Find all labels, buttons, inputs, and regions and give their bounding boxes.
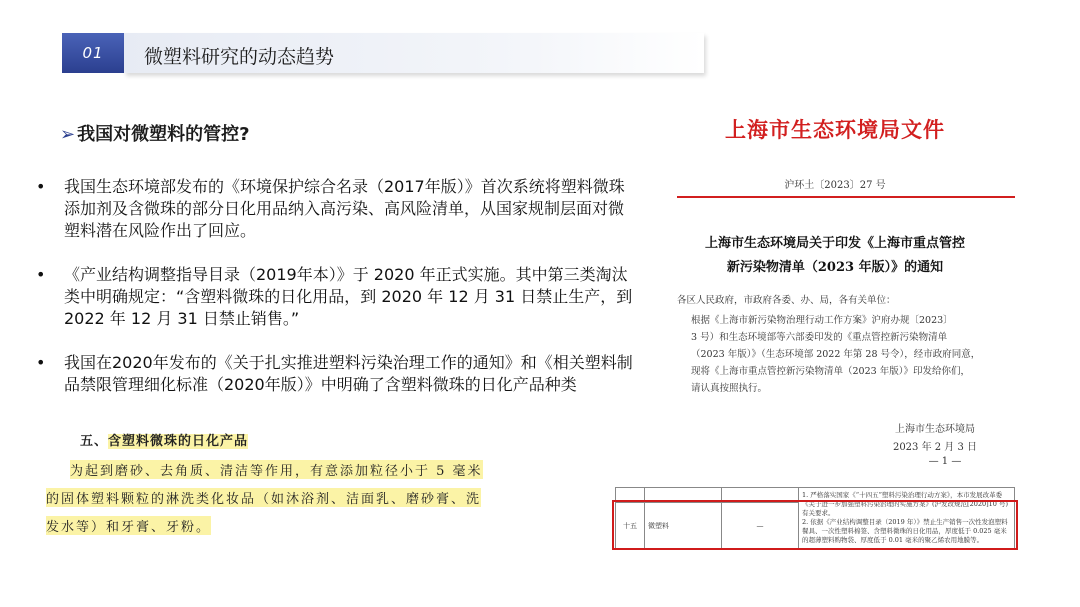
- section-number: 01: [62, 33, 124, 73]
- arrow-icon: ➢: [60, 124, 76, 145]
- excerpt-line: 发水等）和牙膏、牙粉。: [46, 516, 211, 535]
- document-salutation: 各区人民政府，市政府各委、办、局，各有关单位：: [677, 295, 896, 306]
- document-red-rule: [677, 196, 1015, 198]
- document-signature: 上海市生态环境局: [895, 424, 975, 435]
- government-document: [615, 100, 1055, 550]
- document-number: 沪环土〔2023〕27 号: [784, 180, 886, 191]
- document-heading-line: 新污染物清单（2023 年版）》的通知: [726, 260, 944, 275]
- excerpt-heading-text: 含塑料微珠的日化产品: [108, 434, 249, 449]
- bullet-marker: •: [36, 177, 46, 196]
- document-body-line: 现将《上海市重点管控新污染物清单（2023 年版）》印发给你们，: [691, 366, 970, 377]
- bullet-item: [36, 176, 636, 242]
- bullet-item: [36, 264, 636, 330]
- bullet-list: [36, 176, 636, 418]
- document-heading-line: 上海市生态环境局关于印发《上海市重点管控: [704, 236, 965, 251]
- document-page: — 1 —: [928, 456, 962, 467]
- document-body-line: 根据《上海市新污染物治理行动工作方案》沪府办规〔2023〕: [691, 315, 953, 326]
- table-note: 2. 依据《产业结构调整目录（2019 年）》禁止生产销售一次性发泡塑料餐具、一次性塑料棉签、含塑料微珠的日化用品，厚度低于 0.025 毫米的超薄塑料购物袋、厚度低于 0.01 毫米的聚乙烯农用地膜等。: [802, 518, 1008, 544]
- section-title: 微塑料研究的动态趋势: [144, 46, 335, 68]
- document-body: [691, 312, 1021, 397]
- bullet-item: [36, 352, 636, 396]
- table-dash: —: [722, 503, 799, 549]
- document-date: 2023 年 2 月 3 日: [892, 442, 978, 453]
- subheading-text: 我国对微塑料的管控?: [77, 124, 250, 145]
- document-body-line: 3 号）和生态环境部等六部委印发的《重点管控新污染物清单: [691, 332, 948, 343]
- table-name: 微塑料: [645, 503, 722, 549]
- bullet-text: 我国生态环境部发布的《环境保护综合名录（2017年版）》首次系统将塑料微珠添加剂及含微珠的部分日化用品纳入高污染、高风险清单，从国家规制层面对微塑料潜在风险作出了回应。: [64, 177, 625, 240]
- document-body-line: （2023 年版）》（生态环境部 2022 年第 28 号令），经市政府同意，: [691, 349, 981, 360]
- table-index: 十五: [616, 503, 645, 549]
- bullet-text: 我国在2020年发布的《关于扎实推进塑料污染治理工作的通知》和《相关塑料制品禁限管理细化标准（2020年版）》中明确了含塑料微珠的日化产品种类: [64, 353, 633, 394]
- excerpt-heading-prefix: 五、: [80, 434, 109, 449]
- bullet-marker: •: [36, 353, 46, 372]
- highlight-frame: [612, 500, 1018, 550]
- bullet-text: 《产业结构调整指导目录（2019年本）》于 2020 年正式实施。其中第三类淘汰类中明确规定：“含塑料微珠的日化用品，到 2020 年 12 月 31 日禁止生产，到 2022 年 12 月 31 日禁止销售。”: [64, 265, 633, 328]
- excerpt-line: 的固体塑料颗粒的淋洗类化妆品（如沐浴剂、洁面乳、磨砂膏、洗: [46, 488, 481, 507]
- bullet-marker: •: [36, 265, 46, 284]
- subheading: [60, 120, 250, 146]
- section-banner: [62, 33, 704, 73]
- excerpt-line: 为起到磨砂、去角质、清洁等作用，有意添加粒径小于 5 毫米: [70, 460, 483, 479]
- document-title: 上海市生态环境局文件: [725, 117, 945, 142]
- document-body-line: 请认真按照执行。: [691, 383, 768, 394]
- excerpt-heading: [80, 430, 248, 449]
- table-note: 1. 严格落实国家《“十四五”塑料污染治理行动方案》，本市发展改革委《关于进一步加强塑料污染治理的实施方案》(沪发改规范[2020]10 号) 有关要求。: [802, 491, 1009, 517]
- regulation-excerpt: [40, 424, 483, 540]
